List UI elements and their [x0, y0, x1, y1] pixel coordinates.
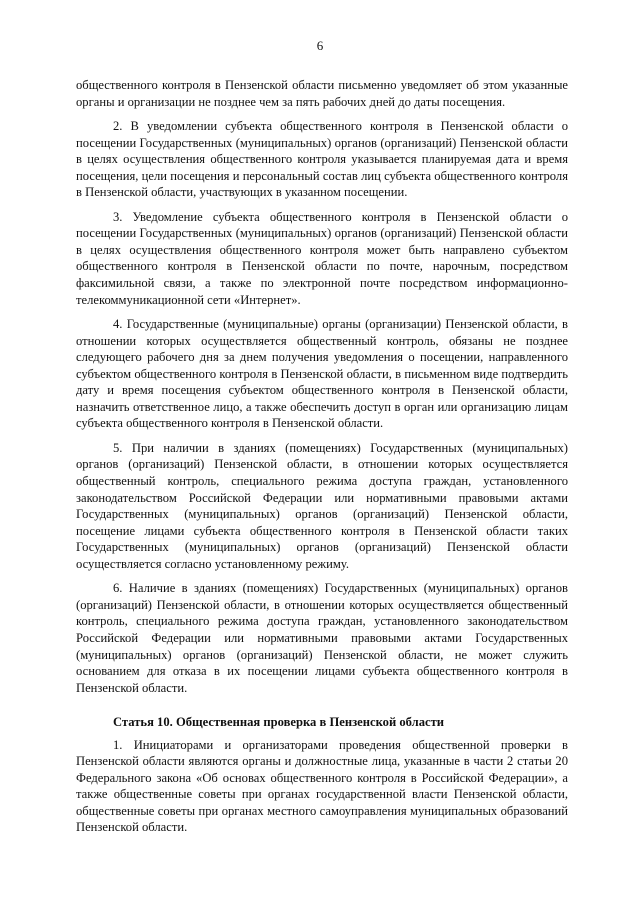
paragraph-continuation: общественного контроля в Пензенской области письменно уведомляет об этом указанные органы и организации не позднее чем за пять рабочих дней до даты посещения. — [76, 78, 568, 109]
paragraph-2: 2. В уведомлении субъекта общественного контроля в Пензенской области о посещении Государственных (муниципальных) органов (организаций) Пензенской области в целях осуществления общественного контроля указывается планируемая дата и время посещения, цели посещения и персональный состав лиц субъекта общественного контроля в Пензенской области, участвующих в указанном посещении. — [76, 119, 568, 200]
document-body — [76, 77, 568, 836]
article-heading: Статья 10. Общественная проверка в Пензенской области — [113, 715, 445, 730]
paragraph-3: 3. Уведомление субъекта общественного контроля в Пензенской области о посещении Государственных (муниципальных) органов (организаций) Пензенской области в целях осуществления общественного контроля может быть направлено субъектом общественного контроля в Пензенской области по почте, нарочным, посредством факсимильной связи, а также по электронной почте посредством информационно-телекоммуникационной сети «Интернет». — [76, 209, 568, 307]
paragraph-4: 4. Государственные (муниципальные) органы (организации) Пензенской области, в отношении которых осуществляется общественный контроль, обязаны не позднее следующего рабочего дня за днем получения уведомления о посещении, направленного субъектом общественного контроля в Пензенской области, в письменном виде подтвердить дату и время посещения субъектом общественного контроля в Пензенской области, назначить ответственное лицо, а также обеспечить доступ в орган или организацию лицам субъекта общественного контроля в Пензенской области. — [76, 317, 568, 431]
paragraph-6: 6. Наличие в зданиях (помещениях) Государственных (муниципальных) органов (организаций) Пензенской области, в отношении которых осуществляется общественный контроль, специального режима доступа граждан, установленного законодательством Российской Федерации или нормативными правовыми актами Государственных (муниципальных) органов (организаций) Пензенской области, не может служить основанием для отказа в их посещении лицами субъекта общественного контроля в Пензенской области. — [76, 581, 568, 695]
paragraph-5: 5. При наличии в зданиях (помещениях) Государственных (муниципальных) органов (организаций) Пензенской области, в отношении которых осуществляется общественный контроль, специального режима доступа граждан, установленного законодательством Российской Федерации или нормативными правовыми актами Государственных (муниципальных) органов (организаций) Пензенской области, посещение лицами субъекта общественного контроля в Пензенской области таких Государственных (муниципальных) органов (организаций) Пензенской области осуществляется согласно установленному режиму. — [76, 440, 568, 571]
article-paragraph-1: 1. Инициаторами и организаторами проведения общественной проверки в Пензенской области являются органы и должностные лица, указанные в части 2 статьи 20 Федерального закона «Об основах общественного контроля в Российской Федерации», а также общественные советы при органах государственной власти Пензенской области, общественные советы при органах местного самоуправления муниципальных образований Пензенской области. — [76, 737, 568, 835]
page-number: 6 — [316, 38, 324, 53]
